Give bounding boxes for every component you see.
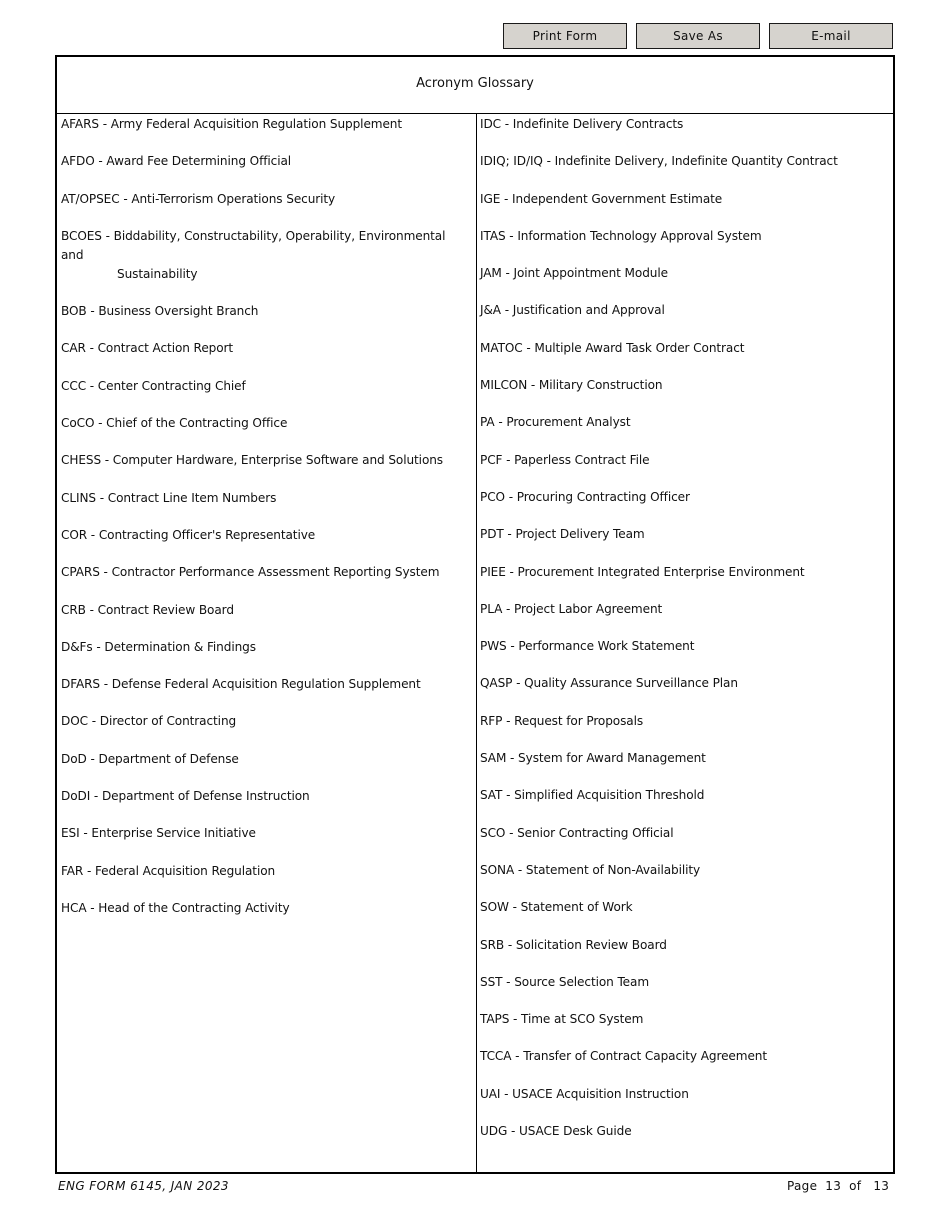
glossary-entry — [61, 115, 471, 134]
glossary-entry — [480, 376, 890, 395]
glossary-entry — [480, 563, 890, 582]
glossary-entry-text: HCA - Head of the Contracting Activity — [61, 900, 290, 915]
glossary-entry-text: IDC - Indefinite Delivery Contracts — [480, 117, 684, 131]
glossary-entry-text: DoDI - Department of Defense Instruction — [61, 789, 310, 804]
page-indicator — [787, 1179, 889, 1193]
save-as-button[interactable]: Save As — [636, 23, 760, 49]
glossary-entry-text: CoCO - Chief of the Contracting Office — [61, 416, 288, 431]
glossary-entry — [480, 190, 890, 209]
glossary-entry-text: TAPS - Time at SCO System — [480, 1012, 644, 1027]
glossary-entry-text: CAR - Contract Action Report — [61, 341, 234, 356]
glossary-entry-text: SRB - Solicitation Review Board — [480, 937, 667, 952]
glossary-entry — [480, 749, 890, 768]
glossary-entry-text: MILCON - Military Construction — [480, 378, 663, 393]
glossary-entry — [61, 824, 471, 843]
glossary-entry-text: IDIQ; ID/IQ - Indefinite Delivery, Indefinite Quantity Contract — [480, 154, 838, 169]
glossary-entry — [61, 339, 471, 358]
glossary-entry-text: CPARS - Contractor Performance Assessment Reporting System — [61, 565, 440, 580]
glossary-entry-text: PIEE - Procurement Integrated Enterprise Environment — [480, 564, 805, 579]
glossary-entry — [480, 637, 890, 656]
glossary-entry — [480, 339, 890, 358]
glossary-entry — [61, 152, 471, 171]
glossary-entry-text: CCC - Center Contracting Chief — [61, 378, 246, 393]
glossary-entry-text: DoD - Department of Defense — [61, 751, 239, 766]
glossary-entry-text: CHESS - Computer Hardware, Enterprise Software and Solutions — [61, 453, 444, 468]
page-current: 13 — [825, 1179, 842, 1193]
glossary-entry-text: D&Fs - Determination & Findings — [61, 639, 256, 654]
glossary-entry-text: PCO - Procuring Contracting Officer — [480, 489, 690, 504]
glossary-entry-text: FAR - Federal Acquisition Regulation — [61, 863, 276, 878]
right-column — [480, 115, 890, 1159]
glossary-entry — [480, 301, 890, 320]
glossary-title: Acronym Glossary — [57, 57, 893, 114]
glossary-entry-text: JAM - Joint Appointment Module — [480, 266, 668, 281]
glossary-entry — [61, 190, 471, 209]
glossary-entry-text: AFDO - Award Fee Determining Official — [61, 154, 292, 169]
glossary-entry — [480, 674, 890, 693]
glossary-entry-text: AT/OPSEC - Anti-Terrorism Operations Security — [61, 191, 336, 206]
glossary-entry-text: SAM - System for Award Management — [480, 751, 706, 766]
glossary-entry — [480, 488, 890, 507]
glossary-entry — [61, 489, 471, 508]
form-toolbar — [503, 23, 895, 51]
glossary-entry — [61, 712, 471, 731]
glossary-entry-text: BOB - Business Oversight Branch — [61, 304, 259, 319]
glossary-entry — [61, 601, 471, 620]
glossary-entry — [61, 526, 471, 545]
glossary-entry — [480, 413, 890, 432]
glossary-form — [55, 55, 895, 1174]
left-column — [61, 115, 471, 936]
glossary-entry-text: CRB - Contract Review Board — [61, 602, 234, 617]
page-total: 13 — [873, 1179, 890, 1193]
glossary-entry — [480, 1010, 890, 1029]
glossary-entry — [61, 750, 471, 769]
glossary-entry — [480, 264, 890, 283]
glossary-entry-text: AFARS - Army Federal Acquisition Regulation Supplement — [61, 117, 403, 131]
glossary-entry-text: PA - Procurement Analyst — [480, 415, 631, 430]
glossary-entry-text: QASP - Quality Assurance Surveillance Plan — [480, 676, 738, 691]
glossary-entry-text: RFP - Request for Proposals — [480, 713, 644, 728]
glossary-entry — [61, 414, 471, 433]
glossary-entry — [480, 1122, 890, 1141]
page-of: of — [849, 1179, 862, 1193]
glossary-entry-text: SST - Source Selection Team — [480, 974, 650, 989]
glossary-entry — [61, 862, 471, 881]
glossary-entry-text: MATOC - Multiple Award Task Order Contract — [480, 340, 745, 355]
glossary-entry-text: PLA - Project Labor Agreement — [480, 601, 663, 616]
glossary-entry — [480, 600, 890, 619]
glossary-entry-text: SCO - Senior Contracting Official — [480, 825, 674, 840]
glossary-entry — [61, 899, 471, 918]
glossary-entry-text: UAI - USACE Acquisition Instruction — [480, 1086, 689, 1101]
page-label: Page — [787, 1179, 818, 1193]
glossary-entry — [480, 898, 890, 917]
glossary-entry — [61, 451, 471, 470]
glossary-entry — [480, 115, 890, 134]
print-form-button[interactable]: Print Form — [503, 23, 627, 49]
glossary-entry — [480, 1047, 890, 1066]
glossary-entry-text: PDT - Project Delivery Team — [480, 527, 645, 542]
glossary-entry — [480, 786, 890, 805]
glossary-entry — [61, 787, 471, 806]
glossary-entry — [480, 712, 890, 731]
glossary-entry — [480, 824, 890, 843]
glossary-entry — [480, 451, 890, 470]
glossary-entry-text: J&A - Justification and Approval — [480, 303, 665, 318]
glossary-entry — [61, 675, 471, 694]
email-button[interactable]: E-mail — [769, 23, 893, 49]
glossary-entry-text: SOW - Statement of Work — [480, 900, 633, 915]
glossary-entry-continuation: Sustainability — [117, 266, 198, 281]
glossary-entry-text: DFARS - Defense Federal Acquisition Regulation Supplement — [61, 677, 421, 692]
glossary-entry-text: TCCA - Transfer of Contract Capacity Agreement — [480, 1049, 767, 1064]
glossary-entry — [480, 525, 890, 544]
glossary-entry-text: SAT - Simplified Acquisition Threshold — [480, 788, 705, 803]
glossary-entry — [480, 1085, 890, 1104]
glossary-entry-text: ITAS - Information Technology Approval System — [480, 228, 762, 243]
glossary-entry-text: COR - Contracting Officer's Representative — [61, 527, 316, 542]
glossary-entry-text: ESI - Enterprise Service Initiative — [61, 826, 256, 841]
glossary-entry-text: PWS - Performance Work Statement — [480, 639, 695, 654]
glossary-entry-text: SONA - Statement of Non-Availability — [480, 862, 701, 877]
form-identifier: ENG FORM 6145, JAN 2023 — [58, 1179, 229, 1193]
glossary-entry-text: CLINS - Contract Line Item Numbers — [61, 490, 277, 505]
glossary-entry-text: DOC - Director of Contracting — [61, 714, 237, 729]
glossary-entry — [61, 302, 471, 321]
glossary-entry — [480, 227, 890, 246]
column-divider — [476, 113, 477, 1172]
glossary-entry — [61, 563, 471, 582]
glossary-entry-text: UDG - USACE Desk Guide — [480, 1124, 632, 1139]
glossary-entry-text: PCF - Paperless Contract File — [480, 452, 650, 467]
glossary-entry — [480, 973, 890, 992]
glossary-entry-text: IGE - Independent Government Estimate — [480, 191, 723, 206]
glossary-entry-text: BCOES - Biddability, Constructability, Operability, Environmental and — [61, 228, 446, 262]
glossary-entry — [61, 638, 471, 657]
glossary-entry — [480, 936, 890, 955]
glossary-entry — [61, 377, 471, 396]
glossary-entry — [480, 152, 890, 171]
glossary-entry — [61, 227, 471, 284]
glossary-entry — [480, 861, 890, 880]
